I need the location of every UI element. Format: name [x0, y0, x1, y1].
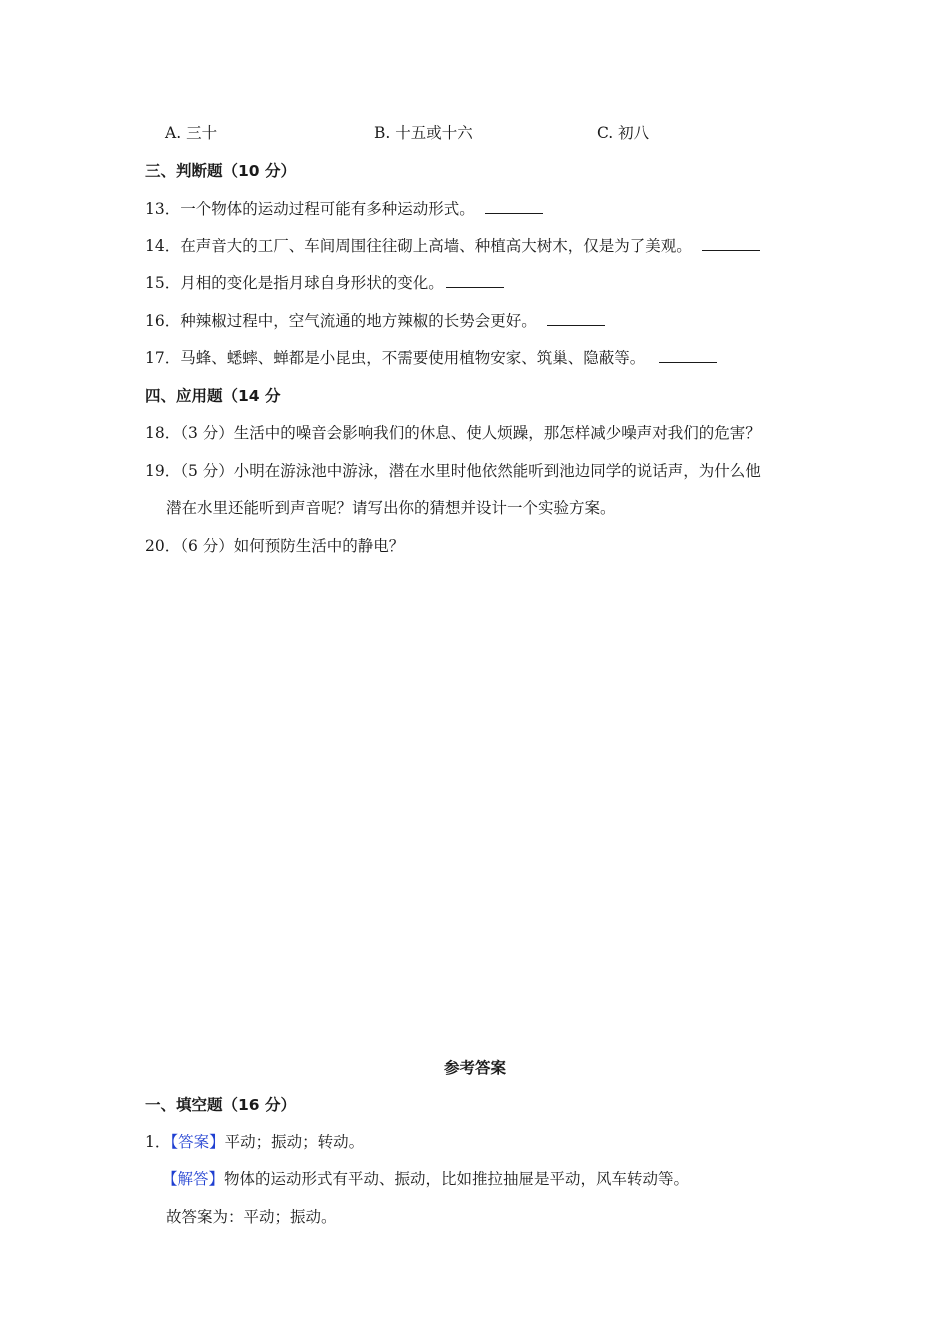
question-17: 17．马蜂、蟋蟀、蝉都是小昆虫，不需要使用植物安家、筑巢、隐蔽等。: [145, 347, 717, 369]
question-20: 20．（6 分）如何预防生活中的静电？: [145, 537, 405, 555]
option-a: A. 三十: [165, 124, 218, 142]
question-15: 15．月相的变化是指月球自身形状的变化。: [145, 272, 504, 294]
section-title-application: 四、应用题（14 分: [145, 387, 281, 405]
answer-tag: 【答案】: [170, 1133, 225, 1151]
option-c: C. 初八: [597, 124, 650, 142]
question-14: 14．在声音大的工厂、车间周围往往砌上高墙、种植高大树木，仅是为了美观。: [145, 235, 760, 257]
question-13: 13．一个物体的运动过程可能有多种运动形式。: [145, 198, 543, 220]
question-19-line2: 潜在水里还能听到声音呢？请写出你的猜想并设计一个实验方案。: [166, 499, 616, 517]
question-19-line1: 19．（5 分）小明在游泳池中游泳，潜在水里时他依然能听到池边同学的说话声，为什么他: [145, 462, 761, 480]
conclusion-1: 故答案为：平动；振动。: [166, 1208, 337, 1226]
answer-blank[interactable]: [446, 273, 504, 288]
option-b: B. 十五或十六: [374, 124, 473, 142]
answer-blank[interactable]: [485, 199, 543, 214]
section-title-judgement: 三、判断题（10 分）: [145, 162, 296, 180]
explanation-1: 【解答】物体的运动形式有平动、振动，比如推拉抽屉是平动，风车转动等。: [162, 1170, 690, 1188]
answer-blank[interactable]: [547, 311, 605, 326]
explain-tag: 【解答】: [162, 1170, 225, 1188]
question-16: 16．种辣椒过程中，空气流通的地方辣椒的长势会更好。: [145, 310, 605, 332]
answer-blank[interactable]: [702, 236, 760, 251]
section-title-fill-blank: 一、填空题（16 分）: [145, 1096, 296, 1114]
answers-title: 参考答案: [443, 1059, 506, 1077]
answer-blank[interactable]: [659, 348, 717, 363]
answer-1: 1．【答案】平动；振动；转动。: [145, 1133, 365, 1151]
question-18: 18．（3 分）生活中的噪音会影响我们的休息、使人烦躁，那怎样减少噪声对我们的危害？: [145, 424, 761, 442]
